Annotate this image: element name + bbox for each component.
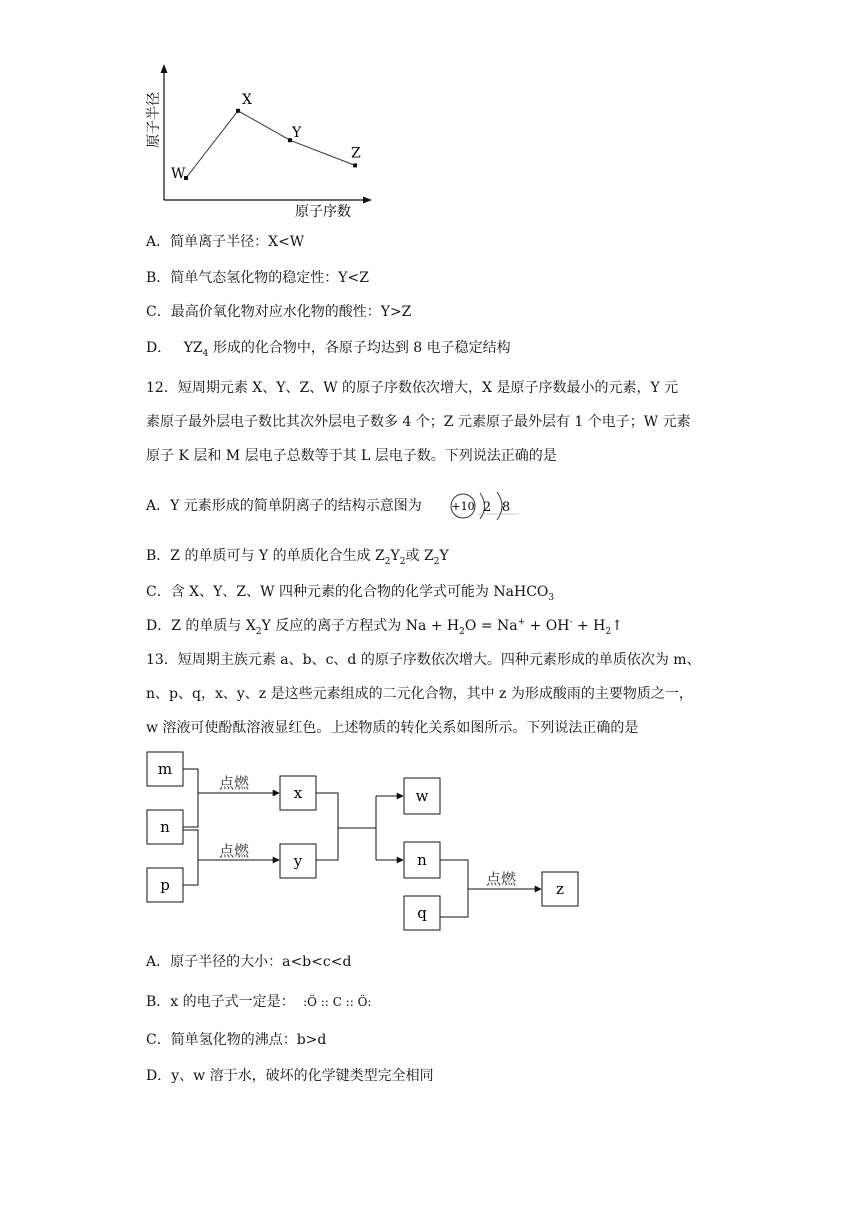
svg-text:y: y xyxy=(293,852,303,870)
q13-stem-line-1: 13．短周期主族元素 a、b、c、d 的原子序数依次增大。四种元素形成的单质依次为 m、 xyxy=(146,652,701,668)
q11-d-formula: $YZ_4$ xyxy=(183,340,209,359)
q12-option-a: A．Y 元素形成的简单阴离子的结构示意图为 xyxy=(146,498,422,514)
q12-stem-line-3: 原子 K 层和 M 层电子总数等于其 L 层电子数。下列说法正确的是 xyxy=(146,448,557,464)
svg-text:z: z xyxy=(556,880,564,898)
electron-shell-1-count: 2 xyxy=(482,500,492,515)
radius-graph xyxy=(140,60,380,225)
ion-structure-diagram xyxy=(447,488,523,524)
svg-text:n: n xyxy=(160,818,170,836)
svg-text:w: w xyxy=(415,787,429,805)
box-q xyxy=(404,896,440,930)
svg-text:n: n xyxy=(417,851,427,869)
q13-option-b xyxy=(146,992,371,1012)
nucleus-charge: +10 xyxy=(451,500,475,513)
box-y xyxy=(280,844,316,878)
ignite-label-2: 点燃 xyxy=(218,842,250,860)
q12-option-d: D．Z 的单质与 $X_2Y$ 反应的离子方程式为 $Na + H_2O = Na^+ + OH^-$ + $H_2↑$ xyxy=(146,617,623,637)
box-n-second xyxy=(404,842,440,878)
q11-d-suffix: 形成的化合物中，各原子均达到 8 电子稳定结构 xyxy=(212,340,511,356)
electron-formula: :Ö :: C :: Ö: xyxy=(303,995,372,1009)
q13-stem-line-2: n、p、q，x、y、z 是这些元素组成的二元化合物，其中 z 为形成酸雨的主要物质之一， xyxy=(146,686,693,702)
point-label-w: W xyxy=(171,166,186,182)
q11-option-a: A．简单离子半径：X<W xyxy=(146,234,305,250)
point-z xyxy=(353,163,357,167)
box-p xyxy=(147,868,183,902)
q13-b-text: B．x 的电子式一定是： xyxy=(146,994,295,1010)
svg-text:p: p xyxy=(160,876,170,894)
q12-stem-line-2: 素原子最外层电子数比其次外层电子数多 4 个；Z 元素原子最外层有 1 个电子；W 元素 xyxy=(146,414,691,430)
svg-text:x: x xyxy=(293,784,303,802)
q11-option-c: C．最高价氧化物对应水化物的酸性：Y>Z xyxy=(146,304,412,320)
q12-stem-line-1: 12．短周期元素 X、Y、Z、W 的原子序数依次增大，X 是原子序数最小的元素，Y 元 xyxy=(146,380,679,396)
box-m xyxy=(147,752,183,786)
ignite-label-3: 点燃 xyxy=(485,870,517,888)
box-w xyxy=(404,778,440,814)
bracket-n-p xyxy=(183,830,198,885)
q12-option-b: B．Z 的单质可与 Y 的单质化合生成 $Z_2Y_2$或 $Z_2Y$ xyxy=(146,548,449,567)
q12-option-c: C．含 X、Y、Z、W 四种元素的化合物的化学式可能为 NaHCO$_3$ xyxy=(146,584,555,603)
radius-series-line xyxy=(186,111,355,178)
q13-option-c: C．简单氢化物的沸点：b>d xyxy=(146,1032,327,1048)
q13-option-d: D．y、w 溶于水，破坏的化学键类型完全相同 xyxy=(146,1068,434,1084)
conversion-flow-diagram xyxy=(140,750,600,940)
bracket-n-q xyxy=(440,860,468,917)
bracket-m-n xyxy=(183,769,198,827)
point-label-x: X xyxy=(242,91,252,108)
bracket-x-y xyxy=(316,793,338,860)
y-axis-arrow xyxy=(161,64,168,73)
x-axis-arrow xyxy=(363,197,372,204)
box-z xyxy=(542,872,578,906)
q13-option-a: A．原子半径的大小：a<b<c<d xyxy=(146,954,352,970)
svg-text:q: q xyxy=(417,904,427,922)
point-label-z: Z xyxy=(351,145,361,162)
ignite-label-1: 点燃 xyxy=(218,774,250,792)
point-x xyxy=(236,109,240,113)
x-axis-label: 原子序数 xyxy=(295,204,351,220)
box-x xyxy=(280,776,316,810)
q13-stem-line-3: w 溶液可使酚酞溶液显红色。上述物质的转化关系如图所示。下列说法正确的是 xyxy=(146,720,639,736)
box-n xyxy=(147,810,183,844)
q11-option-b: B．简单气态氢化物的稳定性：Y<Z xyxy=(146,270,369,286)
point-label-y: Y xyxy=(292,125,302,142)
q11-option-d xyxy=(146,338,511,358)
electron-shell-2-count: 8 xyxy=(501,500,511,515)
svg-text:m: m xyxy=(157,760,173,778)
y-axis-label: 原子半径 xyxy=(146,92,162,148)
q11-d-prefix: D． xyxy=(146,340,172,356)
